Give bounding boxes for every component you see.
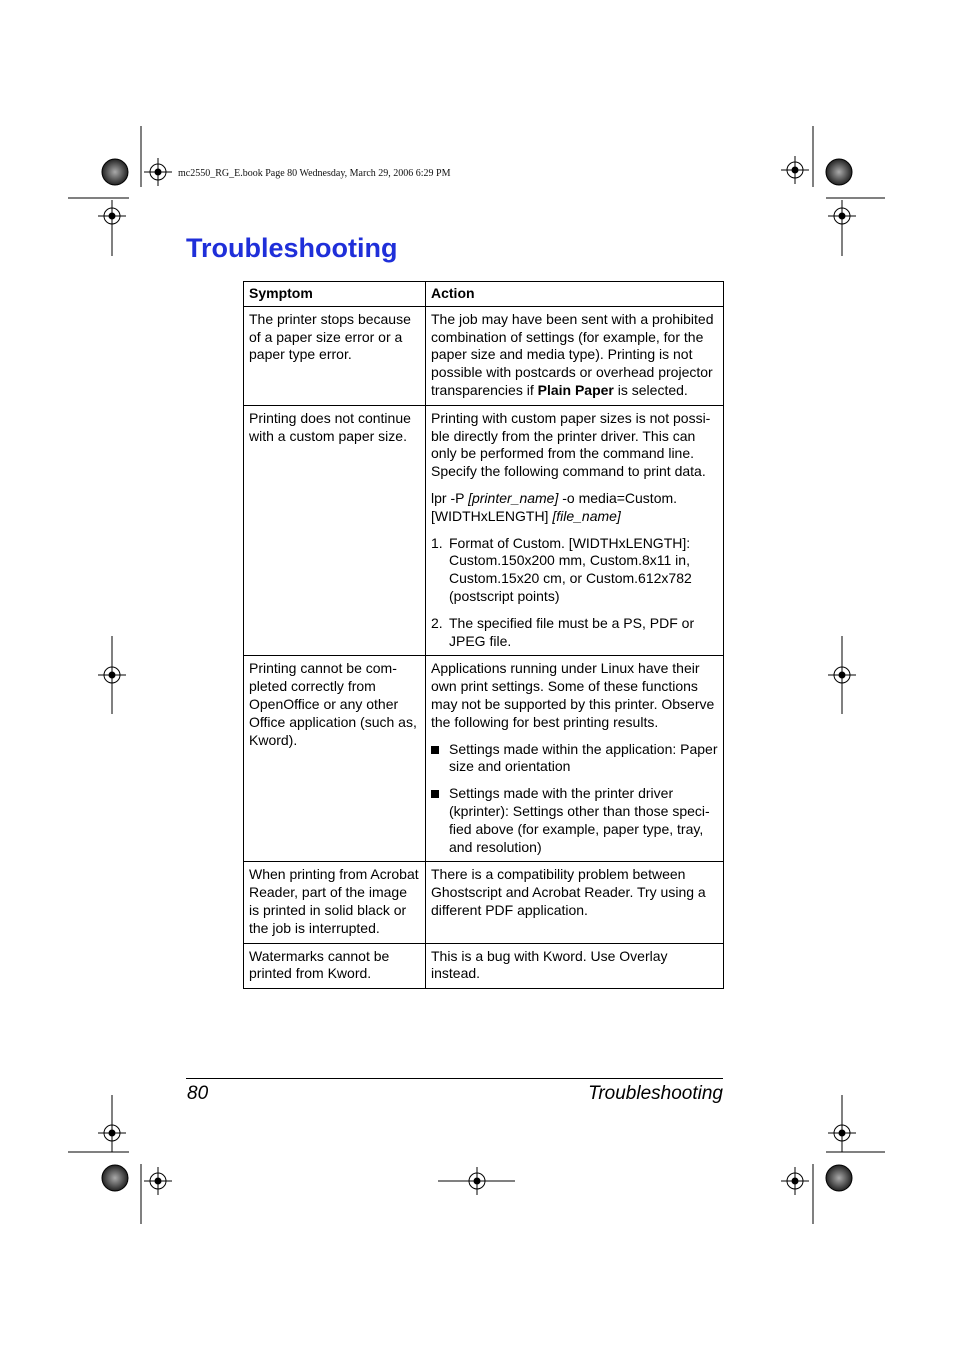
registration-mark-icon xyxy=(98,1119,126,1147)
symptom-cell: Printing cannot be com-pleted correctly from OpenOffice or any other Office application (such as, Kword). xyxy=(244,656,426,862)
action-text: The job may have been sent with a prohibited combination of settings (for example, for the paper size and media type). Printing is not possible with postcards or overhead projector transparencies if xyxy=(431,310,714,398)
symptom-header: Symptom xyxy=(244,282,426,307)
step-number: 1. xyxy=(431,534,443,551)
printer-name-placeholder: [printer_name] xyxy=(468,489,559,506)
plain-paper-setting: Plain Paper xyxy=(537,381,614,398)
registration-mark-icon xyxy=(98,661,126,689)
symptom-cell: When printing from Acrobat Reader, part of the image is printed in solid black or the job is interrupted. xyxy=(244,862,426,943)
action-cell: This is a bug with Kword. Use Overlay instead. xyxy=(426,943,724,989)
registration-mark-icon xyxy=(463,1167,491,1195)
symptom-cell: Watermarks cannot be printed from Kword. xyxy=(244,943,426,989)
bullet-text: Settings made within the application: Paper size and orientation xyxy=(449,740,718,775)
registration-mark-icon xyxy=(144,1167,172,1195)
list-item xyxy=(431,785,718,856)
command-line xyxy=(431,490,718,526)
action-text: Applications running under Linux have their own print settings. Some of these functions may not be supported by this printer. Observe the following for best printing results. xyxy=(431,660,715,730)
registration-mark-icon xyxy=(781,1167,809,1195)
action-text-tail: is selected. xyxy=(613,381,688,398)
page-title: Troubleshooting xyxy=(186,233,398,263)
registration-mark-icon xyxy=(144,158,172,186)
action-cell xyxy=(426,405,724,656)
action-cell: There is a compatibility problem between Ghostscript and Acrobat Reader. Try using a different PDF application. xyxy=(426,862,724,943)
list-item xyxy=(431,535,718,606)
action-header: Action xyxy=(426,282,724,307)
color-wheel-icon xyxy=(826,1165,852,1191)
registration-mark-icon xyxy=(781,156,809,184)
page-number: 80 xyxy=(187,1083,209,1104)
table-row xyxy=(244,306,724,405)
symptom-cell: The printer stops because of a paper size error or a paper type error. xyxy=(244,306,426,405)
color-wheel-icon xyxy=(826,159,852,185)
table-row xyxy=(244,405,724,656)
square-bullet-icon xyxy=(431,790,439,798)
table-row xyxy=(244,656,724,862)
file-name-placeholder: [file_name] xyxy=(552,507,621,524)
print-header: mc2550_RG_E.book Page 80 Wednesday, March 29, 2006 6:29 PM xyxy=(178,168,451,179)
footer-rule xyxy=(186,1078,723,1079)
command-part: -o media=Custom.[WIDTHxLENGTH] xyxy=(431,489,678,524)
table-row xyxy=(244,943,724,989)
command-part: lpr -P xyxy=(431,489,469,506)
step-text: Format of Custom. [WIDTHxLENGTH]: Custom.150x200 mm, Custom.8x11 in, Custom.15x20 cm, or Custom.612x782 (postscript points) xyxy=(449,534,692,604)
action-text: Printing with custom paper sizes is not possi-ble directly from the printer driver. This can only be performed from the command line. Specify the following command to print data. xyxy=(431,409,711,480)
list-item xyxy=(431,741,718,777)
step-number: 2. xyxy=(431,614,443,631)
table-header-row xyxy=(244,282,724,307)
troubleshooting-table xyxy=(243,281,724,989)
list-item xyxy=(431,615,718,651)
registration-mark-icon xyxy=(828,1119,856,1147)
step-text: The specified file must be a PS, PDF or JPEG file. xyxy=(449,614,695,649)
registration-mark-icon xyxy=(98,202,126,230)
action-cell xyxy=(426,656,724,862)
table-row xyxy=(244,862,724,943)
square-bullet-icon xyxy=(431,746,439,754)
registration-mark-icon xyxy=(828,202,856,230)
symptom-cell: Printing does not continue with a custom paper size. xyxy=(244,405,426,656)
color-wheel-icon xyxy=(102,1165,128,1191)
bullet-text: Settings made with the printer driver (kprinter): Settings other than those speci-fied above (for example, paper type, tray, and resolution) xyxy=(449,785,710,855)
color-wheel-icon xyxy=(102,159,128,185)
footer-section-title: Troubleshooting xyxy=(588,1083,723,1104)
registration-mark-icon xyxy=(828,661,856,689)
action-cell xyxy=(426,306,724,405)
